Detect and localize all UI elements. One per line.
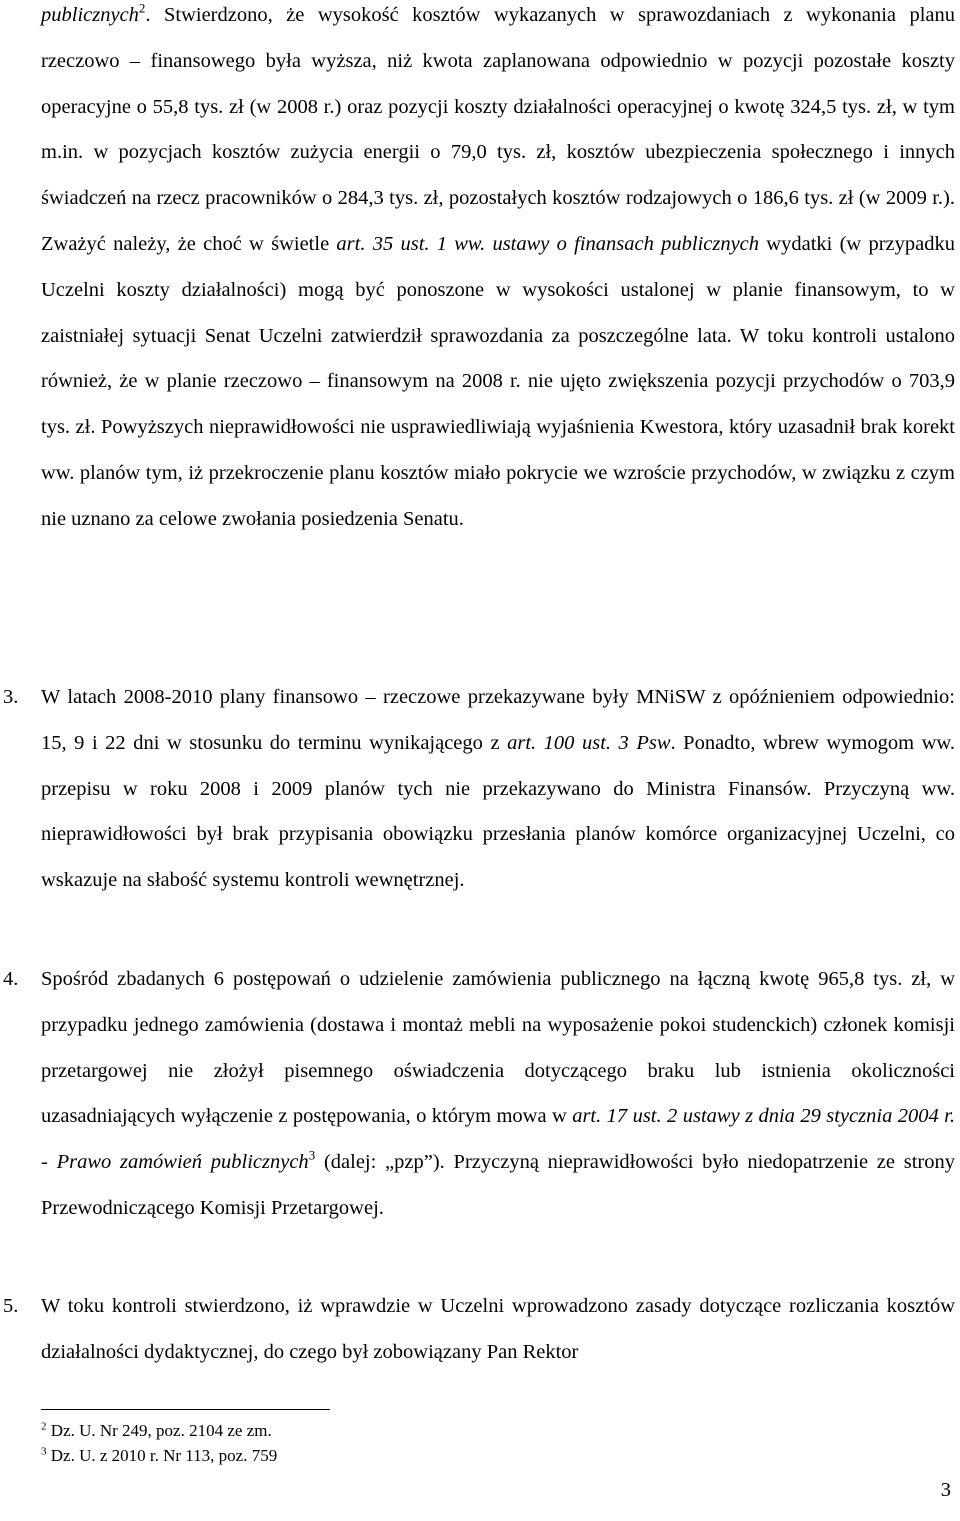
footnote-mark: 3 (41, 1445, 47, 1458)
item-3-paragraph (41, 675, 955, 904)
paragraph-text: wydatki (w przypadku Uczelni koszty działalności) mogą być ponoszone w wysokości ustalonej w planie finansowym, to w zaistniałej sytuacji Senat Uczelni zatwierdził sprawozdania za poszczególne lata. W toku kontroli ustalono również, że w planie rzeczowo – finansowym na 2008 r. nie ujęto zwiększenia pozycji przychodów o 703,9 tys. zł. Powyższych nieprawidłowości nie usprawiedliwiają wyjaśnienia Kwestora, który uzasadnił brak korekt ww. planów tym, iż przekroczenie planu kosztów miało pokrycie we wzroście przychodów, w związku z czym nie uznano za celowe zwołania posiedzenia Senatu. (41, 232, 955, 530)
paragraph-text: . Ponadto, wbrew wymogom ww. przepisu w roku 2008 i 2009 planów tych nie przekazywano do Ministra Finansów. Przyczyną ww. nieprawidłowości był brak przypisania obowiązku przesłania planów komórce organizacyjnej Uczelni, co wskazuje na słabość systemu kontroli wewnętrznej. (41, 731, 955, 892)
item-number-3: 3. (3, 686, 19, 708)
page-number: 3 (940, 1479, 951, 1501)
italic-law-reference: art. 35 ust. 1 ww. ustawy o finansach publicznych (336, 232, 760, 255)
footnote-ref-3[interactable]: 3 (308, 1147, 316, 1163)
item-4-paragraph (41, 957, 955, 1232)
italic-law-reference: art. 100 ust. 3 Psw (507, 731, 671, 754)
paragraph-text: (dalej: „pzp”). Przyczyną nieprawidłowości było niedopatrzenie ze strony Przewodniczącego Komisji Przetargowej. (41, 1151, 955, 1219)
footnote-text: Dz. U. Nr 249, poz. 2104 ze zm. (46, 1421, 272, 1440)
italic-reference: publicznych (41, 4, 139, 26)
paragraph-text: Spośród zbadanych 6 postępowań o udzielenie zamówienia publicznego na łączną kwotę 965,8 tys. zł, w przypadku jednego zamówienia (dostawa i montaż mebli na wyposażenie pokoi studenckich) członek komisji przetargowej nie złożył pisemnego oświadczenia dotyczącego braku lub istnienia okoliczności uzasadniających wyłączenie z postępowania, o którym mowa w (41, 968, 955, 1128)
item-number-4: 4. (3, 968, 19, 990)
footnote-text: Dz. U. z 2010 r. Nr 113, poz. 759 (46, 1446, 278, 1465)
paragraph-text: W toku kontroli stwierdzono, iż wprawdzie w Uczelni wprowadzono zasady dotyczące rozliczania kosztów działalności dydaktycznej, do czego był zobowiązany Pan Rektor (41, 1295, 955, 1363)
item-number-5: 5. (3, 1295, 19, 1317)
italic-law-reference: art. 17 ust. 2 ustawy z dnia 29 stycznia 2004 r. - Prawo zamówień publicznych (41, 1105, 955, 1174)
footnote-mark: 2 (41, 1420, 47, 1433)
footnote-separator (41, 1409, 330, 1410)
paragraph-text: W latach 2008-2010 plany finansowo – rzeczowe przekazywane były MNiSW z opóźnieniem odpowiednio: 15, 9 i 22 dni w stosunku do terminu wynikającego z (41, 686, 955, 754)
paragraph-text: . Stwierdzono, że wysokość kosztów wykazanych w sprawozdaniach z wykonania planu rzeczowo – finansowego była wyższa, niż kwota zaplanowana odpowiednio w pozycji pozostałe koszty operacyjne o 55,8 tys. zł (w 2008 r.) oraz pozycji koszty działalności operacyjnej o kwotę 324,5 tys. zł, w tym m.in. w pozycjach kosztów zużycia energii o 79,0 tys. zł, kosztów ubezpieczenia społecznego i innych świadczeń na rzecz pracowników o 284,3 tys. zł, pozostałych kosztów rodzajowych o 186,6 tys. zł (w 2009 r.). Zważyć należy, że choć w świetle (41, 4, 955, 255)
footnote-ref-2[interactable]: 2 (138, 0, 146, 16)
paragraph-continued (41, 0, 955, 543)
footnote-3 (41, 1445, 277, 1467)
footnote-2 (41, 1420, 272, 1442)
item-5-paragraph (41, 1284, 955, 1376)
